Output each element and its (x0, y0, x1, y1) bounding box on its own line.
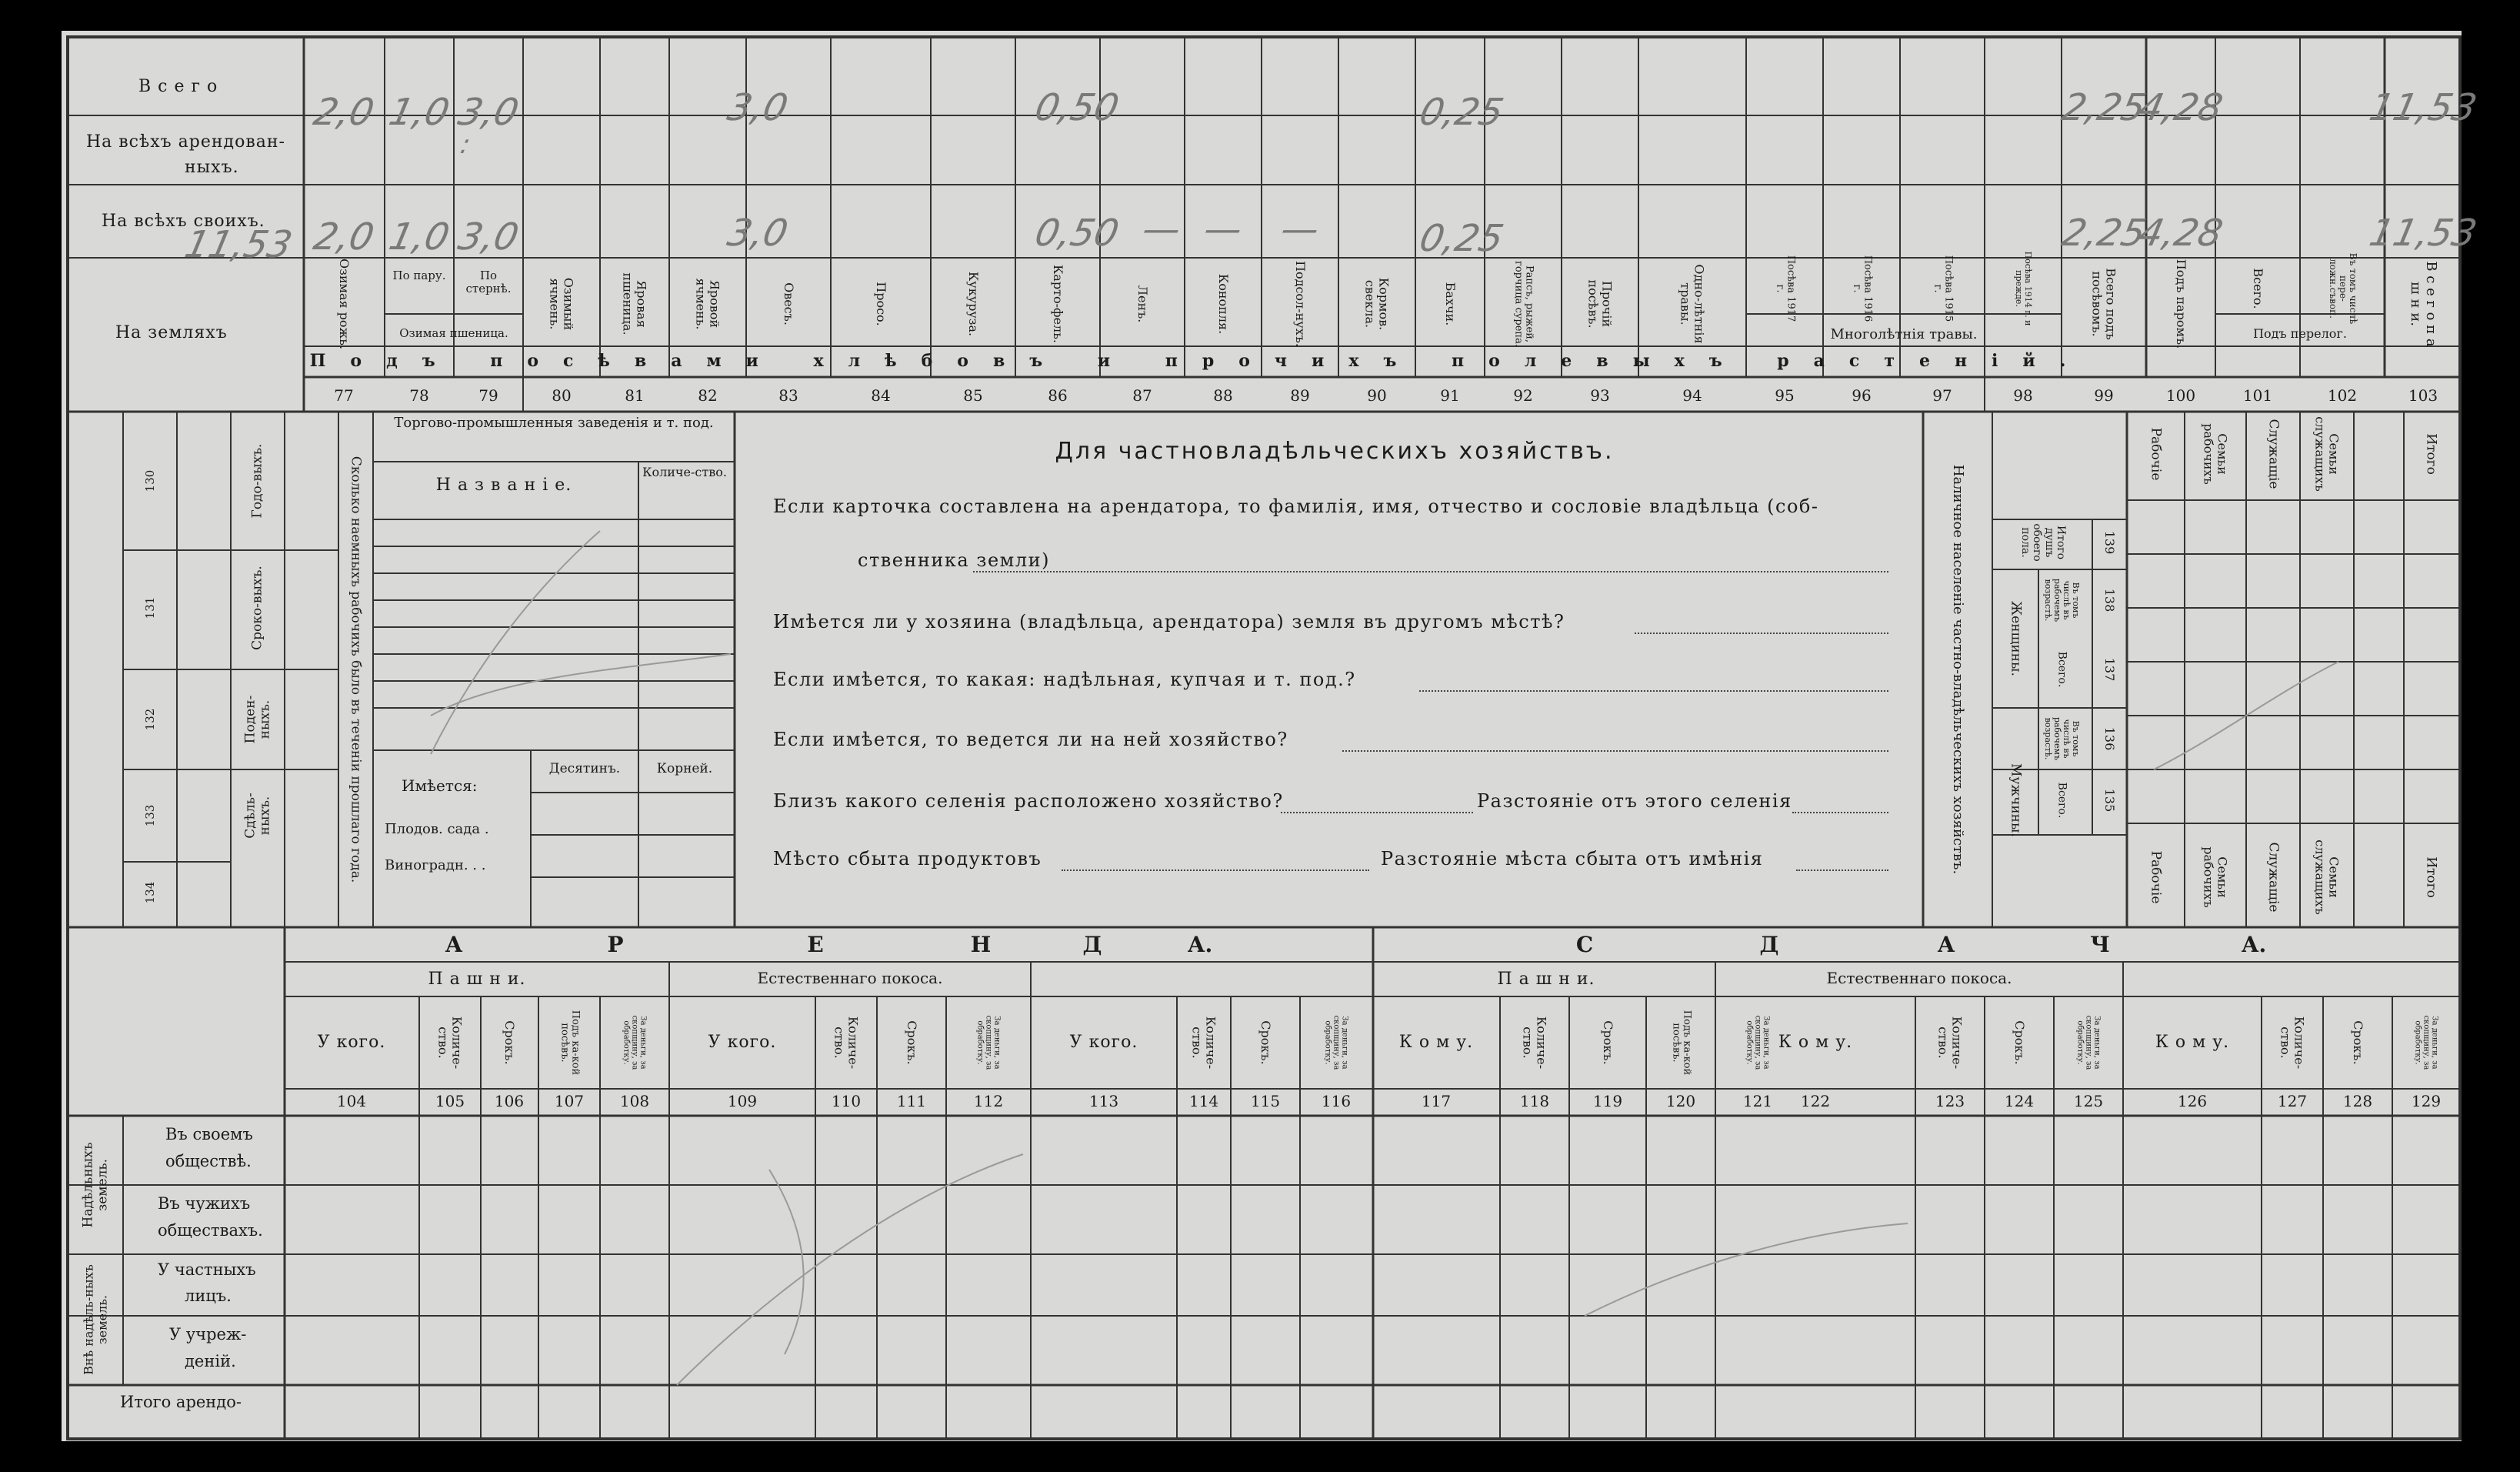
arenda-letter: Н (970, 932, 992, 957)
hdr-u-kogo: У кого. (317, 1033, 386, 1052)
col-header-vsego-perelog: Всего. (2250, 268, 2265, 309)
col-num: 96 (1852, 386, 1872, 405)
hired-col-num: 131 (142, 596, 157, 619)
row-svoem-1: Въ своемъ (165, 1125, 253, 1143)
row-label-arend-2: ныхъ. (185, 158, 239, 177)
pop-itogo: Итого (2423, 433, 2439, 475)
sdacha-pashni: П а ш н и. (1497, 970, 1595, 989)
question-2: Имѣется ли у хозяина (владѣльца, арендатора) земля въ другомъ мѣстѣ? (773, 611, 1565, 633)
population-men: Мужчины. (2008, 763, 2024, 837)
arenda-col-num: 126 (2177, 1092, 2208, 1110)
col-header-1914: Посѣва 1914 г. и прежде. (2014, 251, 2034, 326)
hw-svoikh-ozimaya-rozh: 2,0 (309, 215, 378, 259)
col-num: 89 (1290, 386, 1310, 405)
hw-svoikh-par: 4,28 (2135, 212, 2227, 255)
row-label-svoikh: На всѣхъ своихъ. (102, 212, 265, 231)
vinograd-label: Виноградн. . . (385, 857, 486, 873)
group-mnogoletnie: Многолѣтнія травы. (1830, 326, 1978, 342)
sdacha-letter: Ч (2090, 932, 2110, 957)
arenda-letter: А. (1187, 932, 1213, 957)
hw-svoikh-posev: 2,25 (2058, 212, 2150, 255)
sdacha-pokos: Естественнаго покоса. (1826, 969, 2012, 987)
korney-header: Корней. (656, 761, 713, 776)
hdr-za-dengi: За деньги, за скопщину, за обработку. (1745, 1015, 1771, 1070)
col-header-konoplya: Конопля. (1215, 273, 1231, 335)
col-num: 80 (552, 386, 572, 405)
arenda-col-num: 108 (619, 1092, 650, 1110)
pop-num: 135 (2102, 788, 2117, 813)
col-num: 101 (2242, 386, 2273, 405)
col-num: 85 (963, 386, 983, 405)
col-header-prochiy-posev: Прочій посѣвъ. (1586, 279, 1615, 329)
hdr-kolich: Количе-ство. (832, 1016, 861, 1070)
col-num: 102 (2327, 386, 2358, 405)
hw-vsego-kartofel: 0,50 (1031, 86, 1123, 129)
row-label-vsego: В с е г о (138, 77, 218, 96)
hdr-srok: Срокъ. (904, 1020, 919, 1065)
col-num: 87 (1132, 386, 1152, 405)
hdr-komu: К о м у. (1398, 1033, 1474, 1052)
hdr-srok: Срокъ. (1600, 1020, 1615, 1065)
col-num: 103 (2408, 386, 2438, 405)
hdr-za-dengi: За деньги, за скопщину, за обработку. (1323, 1015, 1349, 1070)
arenda-col-num: 128 (2342, 1092, 2373, 1110)
hdr-komu: К о м у. (2155, 1033, 2230, 1052)
col-header-podsolnukh: Подсол-нухъ. (1292, 261, 1308, 347)
arenda-letter: Р (607, 932, 624, 957)
pop-num: 136 (2102, 726, 2117, 751)
population-v-tom: Въ томъ числѣ въ рабочемъ возрастѣ. (2042, 578, 2082, 623)
col-header-ozimy-yachmen: Озимый ячмень. (548, 277, 576, 331)
row-uchrezhd-1: У учреж- (169, 1325, 247, 1343)
col-header-po-sterne: По стернѣ. (465, 269, 512, 296)
private-farms-title: Для частновладѣльческихъ хозяйствъ. (1055, 438, 1615, 465)
pop-itogo: Итого (2423, 856, 2439, 898)
hw-svoikh-po-paru: 1,0 (385, 215, 454, 259)
hw-vsego-ozimaya-rozh: 2,0 (309, 91, 378, 134)
col-header-pod-parom: Подъ паромъ. (2173, 259, 2188, 349)
col-num: 77 (334, 386, 354, 405)
hdr-u-kogo: У кого. (708, 1033, 777, 1052)
col-header-1917: Посѣва 1917 г. (1774, 255, 1797, 322)
col-header-vsego-posev: Всего подъ посѣвомъ. (2090, 268, 2118, 340)
arenda-col-num: 127 (2277, 1092, 2308, 1110)
row-uchrezhd-2: деній. (185, 1352, 236, 1370)
arenda-col-num: 119 (1592, 1092, 1623, 1110)
question-1a: Если карточка составлена на арендатора, то фамилія, имя, отчество и сословіе владѣльца (соб- (773, 496, 1819, 517)
arenda-col-num: 123 (1935, 1092, 1965, 1110)
question-5a: Близъ какого селенія расположено хозяйство? (773, 790, 1284, 812)
col-num: 95 (1775, 386, 1795, 405)
hdr-srok: Срокъ. (2012, 1020, 2027, 1065)
arenda-col-num: 125 (2073, 1092, 2104, 1110)
row-chastnykh-2: лицъ. (185, 1287, 232, 1305)
hdr-kolich: Количе-ство. (1521, 1016, 1549, 1070)
pop-num: 139 (2102, 530, 2117, 555)
col-header-oves: Овесъ. (781, 282, 796, 325)
arenda-col-num: 117 (1421, 1092, 1452, 1110)
hw-vsego-yarovoy: 3,0 (723, 86, 792, 129)
pop-semi-sluzhashchikh: Семьи служащихъ (2313, 839, 2342, 915)
pop-rabochie: Рабочіе (2148, 850, 2164, 904)
pop-semi-sluzhashchikh: Семьи служащихъ (2313, 416, 2342, 492)
col-header-ozimaya-rozh: Озимая рожь. (336, 258, 352, 350)
banner-under-crops: Подъ посѣвами хлѣбовъ и прочихъ полевыхъ растеній. (309, 351, 2091, 371)
hired-sdelnykh: Сдѣль-ныхъ. (242, 793, 272, 839)
col-num: 88 (1213, 386, 1233, 405)
hdr-srok: Срокъ. (2350, 1020, 2365, 1065)
arenda-col-num: 107 (554, 1092, 585, 1110)
col-header-odnoletnie: Одно-лѣтнія травы. (1678, 264, 1707, 344)
pop-num: 137 (2102, 657, 2117, 682)
group-pod-perelog: Подъ перелог. (2253, 326, 2347, 341)
col-header-raps: Рапсъ, рыжей, горчица сурепа. (1512, 261, 1535, 347)
col-num: 97 (1932, 386, 1952, 405)
col-header-perelozh: Въ томъ числѣ пере-ложн.съвоп. (2327, 252, 2358, 325)
row-chuzhikh-1: Въ чужихъ (158, 1194, 251, 1213)
col-num: 90 (1367, 386, 1387, 405)
question-6b: Разстояніе мѣста сбыта отъ имѣнія (1381, 848, 1764, 870)
hw-vsego-par: 4,28 (2135, 86, 2227, 129)
row-label-zemlyakh: На земляхъ (115, 323, 228, 342)
arenda-col-num: 104 (336, 1092, 367, 1110)
col-header-yarovoy-yachmen: Яровой ячмень. (694, 278, 722, 330)
col-header-len: Ленъ. (1135, 285, 1150, 323)
trade-qty-header: Количе-ство. (642, 465, 727, 479)
hired-col-num: 134 (142, 881, 157, 904)
hired-col-num: 132 (142, 708, 157, 731)
col-header-kukuruza: Кукуруза. (965, 271, 981, 337)
pop-sluzhashchie: Служащіе (2265, 419, 2282, 489)
hired-col-num: 133 (142, 804, 157, 827)
col-header-proso: Просо. (873, 282, 888, 326)
sdacha-letter: А (1937, 932, 1955, 957)
hw-svoikh-yarovoy: 3,0 (723, 212, 792, 255)
col-header-kartofel: Карто-фель. (1050, 264, 1065, 343)
col-num: 81 (625, 386, 645, 405)
arenda-col-num: 105 (435, 1092, 465, 1110)
question-4: Если имѣется, то ведется ли на ней хозяйство? (773, 729, 1288, 750)
arenda-col-num: 113 (1088, 1092, 1119, 1110)
pop-semi-rabochikh: Семьи рабочихъ (2202, 423, 2230, 485)
group-vne-nadelnykh: Внѣ надѣль-ныхъ земель. (81, 1264, 109, 1375)
pop-semi-rabochikh: Семьи рабочихъ (2202, 846, 2230, 908)
hdr-pod-posev: Подъ ка-кой посѣвъ. (558, 1010, 582, 1076)
col-num: 100 (2165, 386, 2196, 405)
hw-dash: — (1138, 208, 1185, 251)
arenda-col-num: 121 (1742, 1092, 1773, 1110)
col-header-yarovaya-pshenitsa: Яровая пшеница. (621, 272, 649, 335)
question-1b: ственника земли) (858, 549, 1050, 571)
col-num: 86 (1048, 386, 1068, 405)
hdr-kolich: Количе-ство. (436, 1016, 465, 1070)
population-women: Женщины. (2008, 601, 2024, 676)
hired-godovykh: Годо-выхъ. (249, 443, 265, 519)
col-num: 98 (2013, 386, 2033, 405)
row-itogo-arendo: Итого арендо- (120, 1393, 242, 1411)
sad-label: Плодов. сада . (385, 821, 489, 837)
col-header-bakhchi: Бахчи. (1442, 282, 1458, 326)
trade-name-header: Н а з в а н і е. (435, 476, 572, 495)
col-header-1915: Посѣва 1915 г. (1932, 255, 1955, 322)
arenda-col-num: 124 (2004, 1092, 2035, 1110)
col-num: 99 (2094, 386, 2114, 405)
hw-dash: — (1277, 208, 1323, 251)
population-label: Наличное населеніе частно-владѣльческихъ хозяйствъ. (1949, 464, 1966, 875)
hw-arend-mark: : (458, 129, 473, 160)
hw-vsego-pashni: 11,53 (2365, 86, 2481, 129)
population-vsego: Всего. (2055, 782, 2068, 819)
arenda-letter: Д (1082, 932, 1102, 957)
question-3: Если имѣется, то какая: надѣльная, купчая и т. под.? (773, 669, 1356, 690)
hired-podennykh: Поден-ныхъ. (242, 695, 272, 744)
col-header-1916: Посѣва 1916 г. (1851, 255, 1874, 322)
hired-label: Сколько наемныхъ рабочихъ было въ теченіи прошлаго года. (348, 456, 364, 883)
question-6a: Мѣсто сбыта продуктовъ (773, 848, 1042, 870)
col-num: 93 (1590, 386, 1610, 405)
row-chuzhikh-2: обществахъ. (158, 1221, 263, 1240)
row-svoem-2: обществѣ. (165, 1152, 252, 1170)
population-itogo: Итого душъ обоего пола. (2018, 523, 2067, 562)
population-vsego: Всего. (2055, 651, 2068, 688)
arenda-col-num: 109 (727, 1092, 758, 1110)
pop-rabochie: Рабочіе (2148, 427, 2164, 481)
hw-vsego-posev: 2,25 (2058, 86, 2150, 129)
question-5b: Разстояніе отъ этого селенія (1477, 790, 1792, 812)
hired-col-num: 130 (142, 469, 157, 492)
hdr-srok: Срокъ. (1258, 1020, 1273, 1065)
row-chastnykh-1: У частныхъ (158, 1260, 256, 1279)
hw-svoikh-bakhchi: 0,25 (1415, 217, 1508, 260)
arenda-col-num: 110 (831, 1092, 862, 1110)
col-num: 91 (1440, 386, 1460, 405)
hdr-kolich: Количе-ство. (1936, 1016, 1965, 1070)
hw-left-margin: 11,53 (181, 223, 296, 266)
arenda-col-num: 129 (2411, 1092, 2442, 1110)
col-header-po-paru: По пару. (392, 269, 446, 282)
arenda-col-num: 116 (1321, 1092, 1352, 1110)
hdr-srok: Срокъ. (502, 1020, 517, 1065)
arenda-col-num: 114 (1188, 1092, 1219, 1110)
hdr-kolich: Количе-ство. (2278, 1016, 2307, 1070)
group-nadelnykh: Надѣльныхъ земель. (80, 1142, 110, 1228)
trade-header: Торгово-промышленныя заведенія и т. под. (394, 415, 714, 431)
col-num: 94 (1682, 386, 1702, 405)
sdacha-letter: А. (2241, 932, 2267, 957)
hw-vsego-po-paru: 1,0 (385, 91, 454, 134)
col-num: 79 (478, 386, 498, 405)
hired-srokovykh: Сроко-выхъ. (249, 566, 265, 650)
sdacha-letter: Д (1759, 932, 1779, 957)
hw-svoikh-po-sterne: 3,0 (454, 215, 523, 259)
population-v-tom: Въ томъ числѣ въ рабочемъ возрастѣ. (2042, 716, 2082, 761)
hw-dash: — (1200, 208, 1246, 251)
arenda-col-num: 120 (1665, 1092, 1696, 1110)
col-num: 78 (409, 386, 429, 405)
hdr-za-dengi: За деньги, за скопщину, за обработку. (975, 1015, 1002, 1070)
hdr-za-dengi: За деньги, за скопщину, за обработку. (622, 1015, 648, 1070)
hw-svoikh-pashni: 11,53 (2365, 212, 2481, 255)
arenda-letter: Е (807, 932, 824, 957)
has-label: Имѣется: (402, 776, 478, 795)
hw-svoikh-kartofel: 0,50 (1031, 212, 1123, 255)
hdr-kolich: Количе-ство. (1190, 1016, 1218, 1070)
arenda-col-num: 122 (1800, 1092, 1831, 1110)
col-num: 83 (778, 386, 798, 405)
hdr-pod-posev: Подъ ка-кой посѣвъ. (1670, 1010, 1693, 1076)
pop-num: 138 (2102, 588, 2117, 612)
arenda-col-num: 106 (494, 1092, 525, 1110)
sdacha-letter: С (1575, 932, 1594, 957)
hdr-za-dengi: За деньги, за скопщину, за обработку. (2075, 1015, 2102, 1070)
arenda-col-num: 112 (973, 1092, 1004, 1110)
hw-vsego-bakhchi: 0,25 (1415, 91, 1508, 134)
arenda-col-num: 115 (1250, 1092, 1281, 1110)
arenda-col-num: 111 (896, 1092, 927, 1110)
hw-vsego-po-sterne: 3,0 (454, 91, 523, 134)
col-header-korm-svekla: Кормов. свекла. (1363, 277, 1392, 331)
arenda-pokos: Естественнаго покоса. (757, 969, 943, 987)
arenda-col-num: 118 (1519, 1092, 1550, 1110)
col-num: 82 (698, 386, 718, 405)
arenda-letter: А (445, 932, 463, 957)
hdr-za-dengi: За деньги, за скопщину, за обработку. (2413, 1015, 2439, 1070)
pencil-marks (431, 531, 2342, 1385)
hdr-komu: К о м у. (1778, 1033, 1853, 1052)
pop-sluzhashchie: Служащіе (2265, 842, 2282, 913)
row-label-arend-1: На всѣхъ арендован- (86, 132, 285, 152)
group-ozimaya-pshenitsa: Озимая пшеница. (399, 326, 508, 340)
arenda-pashni: П а ш н и. (428, 970, 526, 989)
desyatin-header: Десятинъ. (548, 761, 621, 776)
hdr-u-kogo: У кого. (1069, 1033, 1138, 1052)
col-num: 92 (1513, 386, 1533, 405)
col-num: 84 (871, 386, 891, 405)
col-header-vsego-pashni: В с е г о п а ш н и. (2408, 261, 2439, 347)
